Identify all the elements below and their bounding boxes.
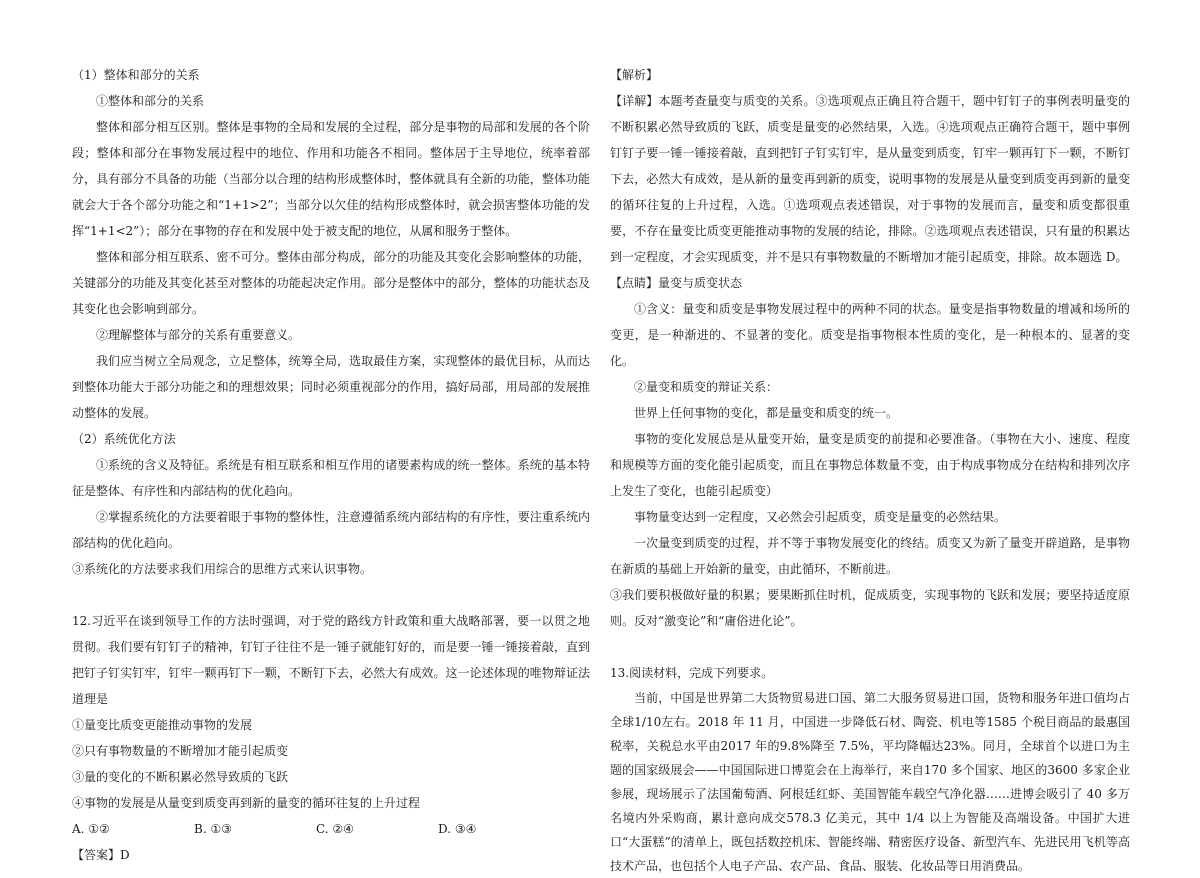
analysis-heading: 【解析】 [610,68,659,82]
point-new-cycle: 一次量变到质变的过程，并不等于事物发展变化的终结。质变又为新了量变开辟道路，是事物在新质的基础上开始新的量变，由此循环，不断前进。 [610,536,1130,576]
point-requirements: ③我们要积极做好量的积累；要果断抓住时机，促成质变，实现事物的飞跃和发展；要坚持适度原则。反对“激变论”和“庸俗进化论”。 [610,588,1130,628]
question-13-material: 当前，中国是世界第二大货物贸易进口国、第二大服务贸易进口国，货物和服务年进口值均占全球1/10左右。2018 年 11 月，中国进一步降低石材、陶瓷、机电等1585 个税目商品的最惠国税率，关税总水平由2017 年的9.8%降至 7.5%，平均降幅达23%。同月，全球首个以进口为主题的国家级展会——中国国际进口博览会在上海举行，来自170 多个国家、地区的3600 多家企业参展，现场展示了法国葡萄酒、阿根廷红虾、美国智能车载空气净化器……进博会吸引了 40 多万名境内外采购商，累计意向成交578.3 亿美元，其中 1/4 以上为智能及高端设备。中国扩大进口“大蛋糕”的清单上，既包括数控机床、智能终端、精密医疗设备、新型汽车、先进民用飞机等高技术产品，也包括个人电子产品、农产品、食品、服装、化妆品等日用消费品。 [610,691,1130,873]
option-c: C. ②④ [316,822,354,836]
subheading-significance: ②理解整体与部分的关系有重要意义。 [96,328,301,342]
question-13-stem: 13.阅读材料，完成下列要求。 [610,666,774,680]
paragraph-system-method: ②掌握系统化的方法要着眼于事物的整体性，注意遵循系统内部结构的有序性，要注重系统内部结构的优化趋向。 [72,510,590,550]
question-12-item-4: ④事物的发展是从量变到质变再到新的量变的循环往复的上升过程 [72,796,421,810]
paragraph-system-thinking: ③系统化的方法要求我们用综合的思维方式来认识事物。 [72,562,373,576]
analysis-detail: 【详解】本题考查量变与质变的关系。③选项观点正确且符合题干，题中钉钉子的事例表明量变的不断积累必然导致质的飞跃，质变是量变的必然结果，入选。④选项观点正确符合题干，题中事例钉钉子要一锤一锤接着敲，直到把钉子钉实钉牢，是从量变到质变，钉牢一颗再钉下一颗，不断钉下去，必然大有成效，是从新的量变再到新的质变，说明事物的发展是从量变到质变再到新的量变的循环往复的上升过程，入选。①选项观点表述错误，对于事物的发展而言，量变和质变都很重要，不存在量变比质变更能推动事物的发展的结论，排除。②选项观点表述错误，只有量的积累达到一定程度，才会实现质变，并不是只有事物数量的不断增加才能引起质变，排除。故本题选 D。 [610,94,1130,264]
point-unity: 世界上任何事物的变化，都是量变和质变的统一。 [634,406,899,420]
paragraph-system-meaning: ①系统的含义及特征。系统是有相互联系和相互作用的诸要素构成的统一整体。系统的基本特征是整体、有序性和内部结构的优化趋向。 [72,458,590,498]
right-column [610,62,1130,878]
question-12-options [72,816,590,842]
option-b: B. ①③ [194,822,232,836]
heading-system-optimization: （2）系统优化方法 [72,432,176,446]
paragraph-distinction: 整体和部分相互区别。整体是事物的全局和发展的全过程，部分是事物的局部和发展的各个阶段；整体和部分在事物发展过程中的地位、作用和功能各不相同。整体居于主导地位，统率着部分，具有部分不具备的功能（当部分以合理的结构形成整体时，整体就具有全新的功能，整体功能就会大于各个部分功能之和“1+1>2”；当部分以欠佳的结构形成整体时，就会损害整体功能的发挥“1+1<2”）；部分在事物的存在和发展中处于被支配的地位，从属和服务于整体。 [72,120,590,238]
subheading-whole-part: ①整体和部分的关系 [96,94,205,108]
option-a: A. ①② [72,822,110,836]
question-12-item-1: ①量变比质变更能推动事物的发展 [72,718,253,732]
paragraph-significance: 我们应当树立全局观念，立足整体，统筹全局，选取最佳方案，实现整体的最优目标，从而达到整体功能大于部分功能之和的理想效果；同时必须重视部分的作用，搞好局部，用局部的发展推动整体的发展。 [72,354,590,420]
question-12-item-2: ②只有事物数量的不断增加才能引起质变 [72,744,289,758]
paragraph-connection: 整体和部分相互联系、密不可分。整体由部分构成，部分的功能及其变化会影响整体的功能，关键部分的功能及其变化甚至对整体的功能起决定作用。部分是整体中的部分，整体的功能状态及其变化也会影响到部分。 [72,250,590,316]
question-12-answer: 【答案】D [72,848,130,862]
point-quantity-first: 事物的变化发展总是从量变开始，量变是质变的前提和必要准备。（事物在大小、速度、程度和规模等方面的变化能引起质变，而且在事物总体数量不变，由于构成事物成分在结构和排列次序上发生了变化，也能引起质变） [610,432,1130,498]
question-12-stem: 12.习近平在谈到领导工作的方法时强调，对于党的路线方针政策和重大战略部署，要一以贯之地贯彻。我们要有钉钉子的精神，钉钉子往往不是一锤子就能钉好的，而是要一锤一锤接着敲，直到把钉子钉实钉牢，钉牢一颗再钉下一颗，不断钉下去，必然大有成效。这一论述体现的唯物辩证法道理是 [72,614,590,706]
point-heading: 【点睛】量变与质变状态 [610,276,743,290]
option-d: D. ③④ [438,822,477,836]
point-meaning: ①含义：量变和质变是事物发展过程中的两种不同的状态。量变是指事物数量的增减和场所的变更，是一种渐进的、不显著的变化。质变是指事物根本性质的变化，是一种根本的、显著的变化。 [610,302,1130,368]
heading-whole-part: （1）整体和部分的关系 [72,68,200,82]
question-12-item-3: ③量的变化的不断积累必然导致质的飞跃 [72,770,289,784]
left-column [72,62,590,868]
point-quality-result: 事物量变达到一定程度，又必然会引起质变，质变是量变的必然结果。 [634,510,1007,524]
point-relation-heading: ②量变和质变的辩证关系： [634,380,779,394]
